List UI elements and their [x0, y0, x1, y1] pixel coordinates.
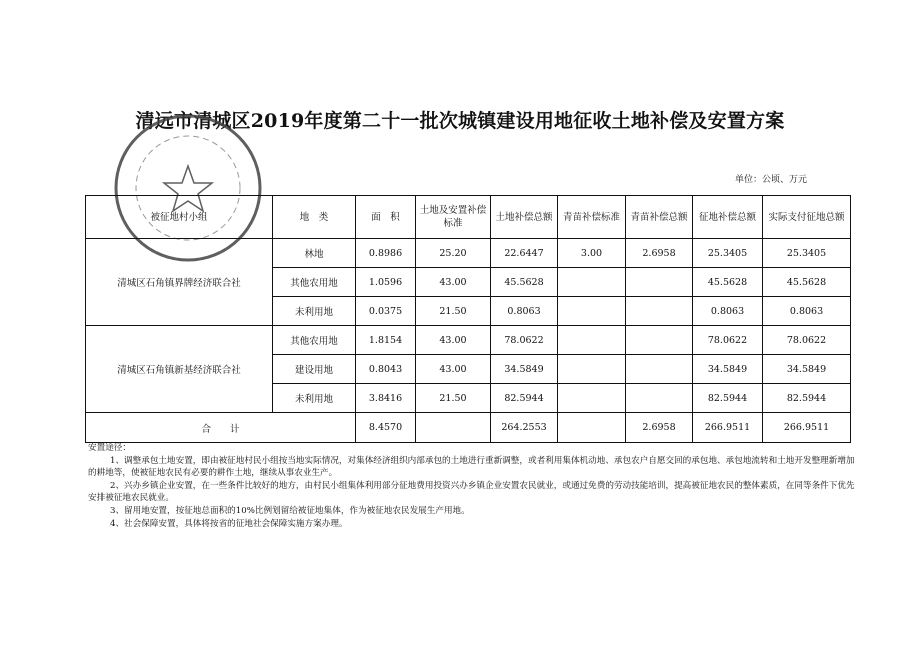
value-cell: 1.0596 [356, 268, 416, 297]
value-cell [626, 326, 693, 355]
resettlement-notes [88, 442, 858, 530]
column-header: 青苗补偿总额 [626, 196, 693, 239]
total-value: 264.2553 [491, 413, 558, 443]
value-cell: 2.6958 [626, 239, 693, 268]
notes-heading: 安置途径： [88, 443, 131, 453]
column-header: 征地补偿总额 [693, 196, 763, 239]
value-cell: 0.8063 [693, 297, 763, 326]
value-cell: 1.8154 [356, 326, 416, 355]
value-cell: 0.0375 [356, 297, 416, 326]
land-type-cell: 其他农用地 [273, 326, 356, 355]
value-cell: 34.5849 [491, 355, 558, 384]
value-cell: 22.6447 [491, 239, 558, 268]
value-cell: 78.0622 [693, 326, 763, 355]
value-cell: 25.3405 [693, 239, 763, 268]
total-row [86, 413, 851, 443]
table-row [86, 239, 851, 268]
value-cell [558, 268, 626, 297]
village-group-cell: 清城区石角镇界牌经济联合社 [86, 239, 273, 326]
value-cell [626, 268, 693, 297]
value-cell: 82.5944 [763, 384, 851, 413]
value-cell: 0.8063 [491, 297, 558, 326]
column-header: 土地及安置补偿标准 [416, 196, 491, 239]
note-item: 2、兴办乡镇企业安置，在一些条件比较好的地方，由村民小组集体利用部分征地费用投资兴办乡镇企业安置农民就业，或通过免费的劳动技能培训，提高被征地农民的整体素质，在同等条件下优先安排被征地农民就业。 [88, 480, 855, 504]
value-cell: 21.50 [416, 297, 491, 326]
column-header: 土地补偿总额 [491, 196, 558, 239]
land-type-cell: 其他农用地 [273, 268, 356, 297]
column-header: 青苗补偿标准 [558, 196, 626, 239]
column-header: 被征地村小组 [86, 196, 273, 239]
total-value: 266.9511 [763, 413, 851, 443]
value-cell: 3.00 [558, 239, 626, 268]
note-item: 1、调整承包土地安置，即由被征地村民小组按当地实际情况，对集体经济组织内部承包的土地进行重新调整，或者利用集体机动地、承包农户自愿交回的承包地、承包地流转和土地开发整理新增加的耕地等，使被征地农民有必要的耕作土地，继续从事农业生产。 [88, 455, 855, 479]
document-title: 清远市清城区2019年度第二十一批次城镇建设用地征收土地补偿及安置方案 [135, 110, 785, 132]
total-value [416, 413, 491, 443]
value-cell: 0.8063 [763, 297, 851, 326]
value-cell: 34.5849 [763, 355, 851, 384]
column-header: 面 积 [356, 196, 416, 239]
value-cell: 34.5849 [693, 355, 763, 384]
value-cell: 25.20 [416, 239, 491, 268]
value-cell [558, 326, 626, 355]
value-cell [558, 297, 626, 326]
value-cell: 25.3405 [763, 239, 851, 268]
compensation-table [85, 195, 851, 443]
land-type-cell: 林地 [273, 239, 356, 268]
village-group-cell: 清城区石角镇新基经济联合社 [86, 326, 273, 413]
value-cell: 21.50 [416, 384, 491, 413]
total-value [558, 413, 626, 443]
land-type-cell: 建设用地 [273, 355, 356, 384]
value-cell: 82.5944 [693, 384, 763, 413]
value-cell: 0.8043 [356, 355, 416, 384]
value-cell [558, 355, 626, 384]
header-row [86, 196, 851, 239]
column-header: 实际支付征地总额 [763, 196, 851, 239]
value-cell: 3.8416 [356, 384, 416, 413]
total-label: 合 计 [86, 413, 356, 443]
value-cell: 43.00 [416, 326, 491, 355]
value-cell [626, 384, 693, 413]
value-cell: 43.00 [416, 355, 491, 384]
note-item: 3、留用地安置，按征地总面积的10%比例划留给被征地集体，作为被征地农民发展生产用地。 [110, 505, 470, 516]
value-cell: 45.5628 [763, 268, 851, 297]
value-cell: 82.5944 [491, 384, 558, 413]
value-cell: 45.5628 [693, 268, 763, 297]
value-cell: 43.00 [416, 268, 491, 297]
total-value: 266.9511 [693, 413, 763, 443]
land-type-cell: 未利用地 [273, 297, 356, 326]
column-header: 地 类 [273, 196, 356, 239]
total-value: 8.4570 [356, 413, 416, 443]
value-cell: 78.0622 [491, 326, 558, 355]
value-cell: 45.5628 [491, 268, 558, 297]
total-value: 2.6958 [626, 413, 693, 443]
value-cell [558, 384, 626, 413]
value-cell: 78.0622 [763, 326, 851, 355]
unit-label: 单位：公顷、万元 [735, 175, 808, 185]
value-cell: 0.8986 [356, 239, 416, 268]
value-cell [626, 355, 693, 384]
land-type-cell: 未利用地 [273, 384, 356, 413]
table-row [86, 326, 851, 355]
note-item: 4、社会保障安置，具体将按省的征地社会保障实施方案办理。 [110, 518, 348, 529]
value-cell [626, 297, 693, 326]
